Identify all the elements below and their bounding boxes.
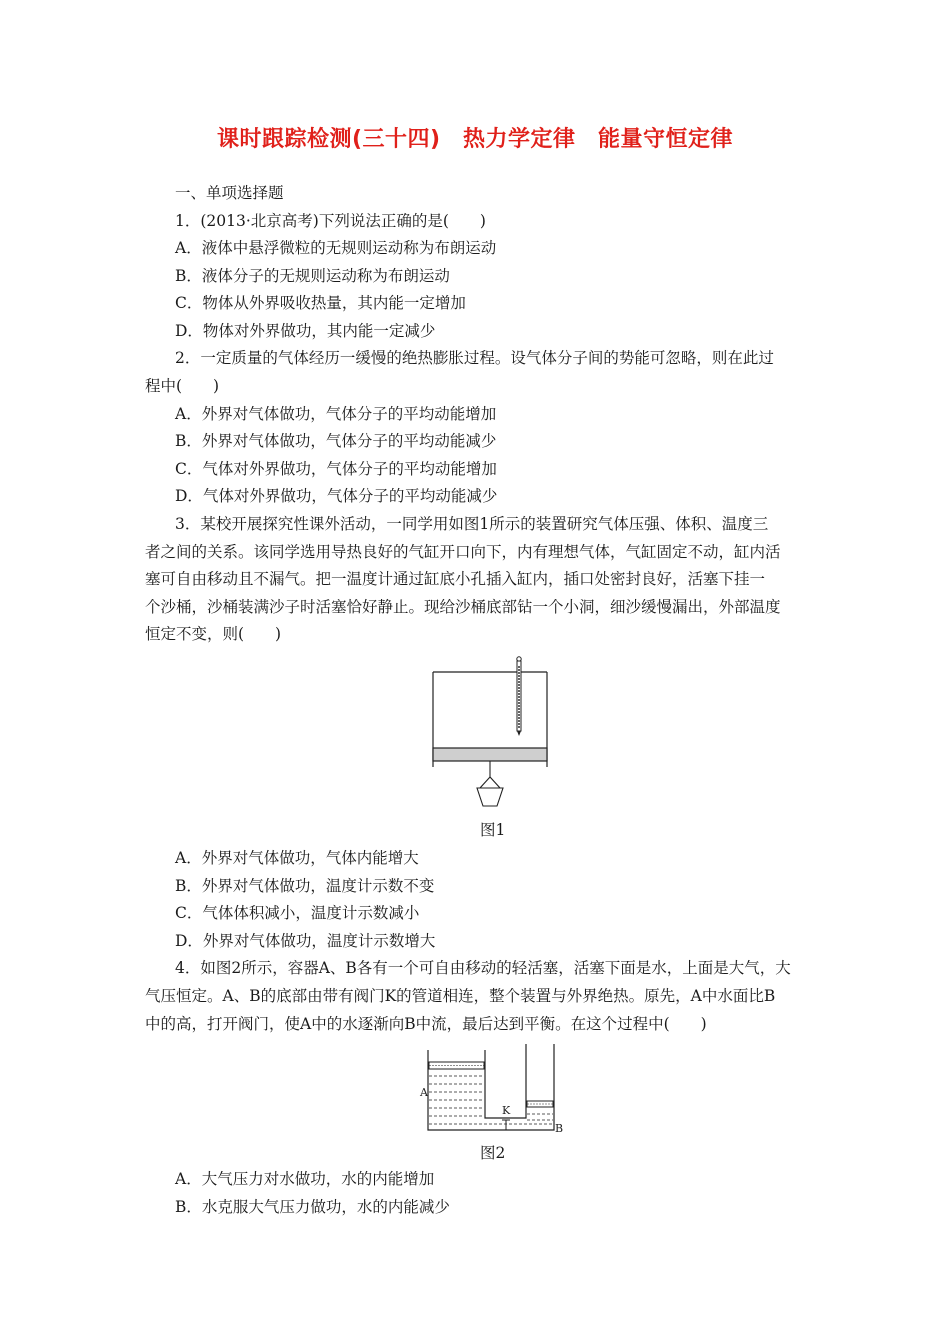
q2-option-a: A．外界对气体做功，气体分子的平均动能增加 (175, 405, 497, 423)
q1-option-b: B．液体分子的无规则运动称为布朗运动 (175, 267, 450, 285)
figure-1-caption: 图1 (480, 821, 506, 839)
q3-stem-line2: 者之间的关系。该同学选用导热良好的气缸开口向下，内有理想气体，气缸固定不动，缸内活 (145, 543, 781, 561)
q4-option-a: A．大气压力对水做功，水的内能增加 (175, 1170, 435, 1188)
q1-option-d: D．物体对外界做功，其内能一定减少 (175, 322, 436, 340)
q3-stem-line1: 3．某校开展探究性课外活动，一同学用如图1所示的装置研究气体压强、体积、温度三 (175, 515, 769, 533)
q2-option-b: B．外界对气体做功，气体分子的平均动能减少 (175, 432, 497, 450)
figure-2-containers-diagram (414, 1040, 574, 1138)
figure-1-cylinder-diagram (425, 652, 555, 812)
water-a (429, 1076, 553, 1124)
q3-option-b: B．外界对气体做功，温度计示数不变 (175, 877, 435, 895)
q4-stem-line2: 气压恒定。A、B的底部由带有阀门K的管道相连，整个装置与外界绝热。原先，A中水面比B (145, 987, 776, 1005)
q3-stem-line5: 恒定不变，则( ) (145, 625, 282, 643)
section-heading: 一、单项选择题 (175, 184, 284, 202)
label-k: K (502, 1104, 511, 1117)
water-b (527, 1114, 553, 1120)
q3-stem-line3: 塞可自由移动且不漏气。把一温度计通过缸底小孔插入缸内，插口处密封良好，活塞下挂一 (145, 570, 766, 588)
label-b: B (555, 1122, 564, 1135)
q1-stem: 1．(2013·北京高考)下列说法正确的是( ) (175, 212, 486, 230)
q1-option-c: C．物体从外界吸收热量，其内能一定增加 (175, 294, 466, 312)
sand-bucket-icon (477, 777, 503, 806)
q2-option-c: C．气体对外界做功，气体分子的平均动能增加 (175, 460, 497, 478)
piston-a (429, 1062, 484, 1069)
page-title: 课时跟踪检测(三十四) 热力学定律 能量守恒定律 (216, 127, 734, 152)
valve-k-icon (502, 1120, 510, 1130)
q4-stem-line3: 中的高，打开阀门，使A中的水逐渐向B中流，最后达到平衡。在这个过程中( ) (145, 1015, 707, 1033)
q4-option-b: B．水克服大气压力做功，水的内能减少 (175, 1198, 450, 1216)
piston-b (527, 1101, 553, 1107)
q2-option-d: D．气体对外界做功，气体分子的平均动能减少 (175, 487, 498, 505)
label-a: A (420, 1086, 428, 1099)
thermometer-icon (517, 657, 521, 736)
q4-stem-line1: 4．如图2所示，容器A、B各有一个可自由移动的轻活塞，活塞下面是水，上面是大气，大 (175, 959, 791, 977)
q3-option-a: A．外界对气体做功，气体内能增大 (175, 849, 419, 867)
q2-stem-line2: 程中( ) (145, 377, 220, 395)
q3-stem-line4: 个沙桶，沙桶装满沙子时活塞恰好静止。现给沙桶底部钻一个小洞，细沙缓慢漏出，外部温度 (145, 598, 781, 616)
piston (433, 748, 547, 761)
q3-option-c: C．气体体积减小，温度计示数减小 (175, 904, 420, 922)
container-outline (428, 1044, 554, 1130)
q2-stem-line1: 2．一定质量的气体经历一缓慢的绝热膨胀过程。设气体分子间的势能可忽略，则在此过 (175, 349, 774, 367)
q3-option-d: D．外界对气体做功，温度计示数增大 (175, 932, 436, 950)
figure-2-caption: 图2 (480, 1144, 506, 1162)
q1-option-a: A．液体中悬浮微粒的无规则运动称为布朗运动 (175, 239, 497, 257)
